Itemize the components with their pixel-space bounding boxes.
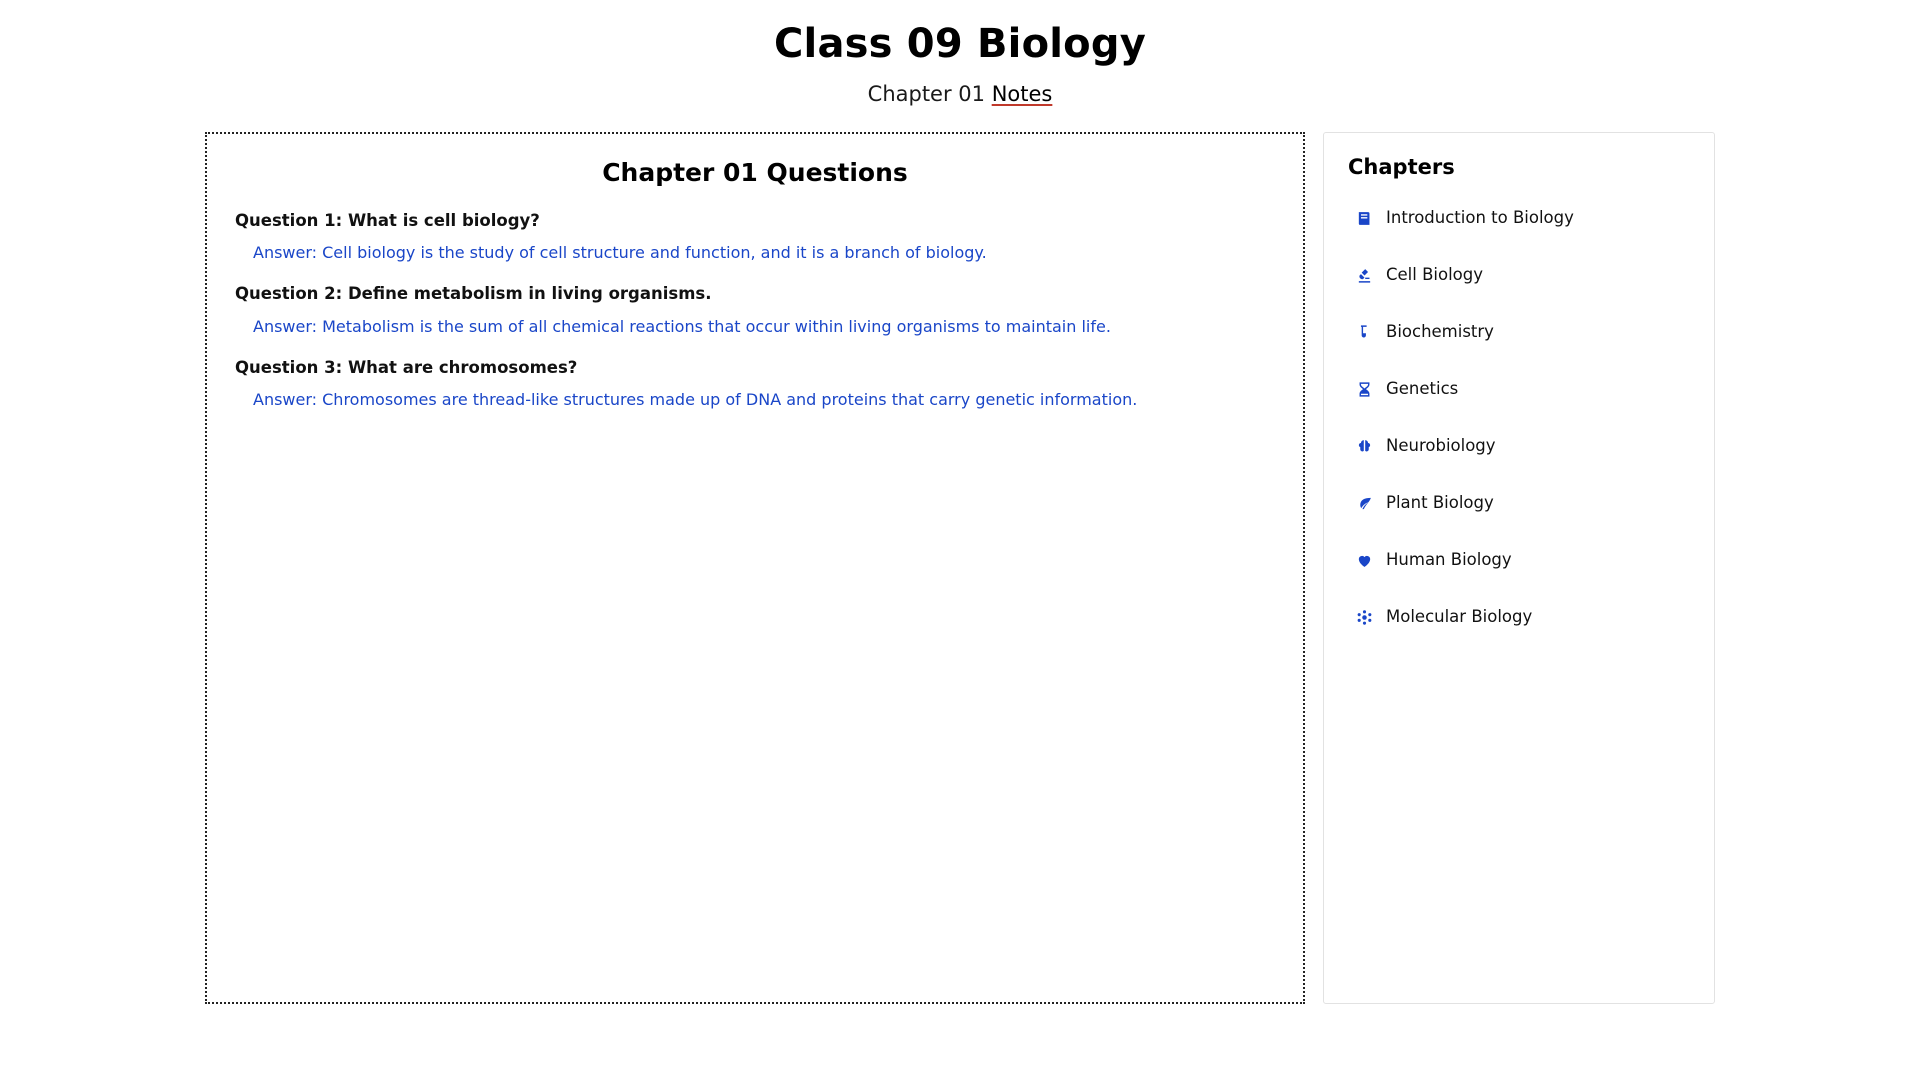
sidebar-item-label: Genetics [1386, 378, 1459, 398]
question-text: Question 2: Define metabolism in living organisms. [235, 284, 712, 304]
questions-panel [205, 132, 1305, 1004]
answer-text: Answer: Metabolism is the sum of all chemical reactions that occur within living organisms to maintain life. [253, 316, 1111, 336]
main-content [0, 132, 1920, 1004]
test-tube-icon [1354, 322, 1374, 342]
sidebar-item-label: Neurobiology [1386, 435, 1496, 455]
sidebar-item-molecular-biology[interactable] [1346, 600, 1692, 634]
sidebar-item-genetics[interactable] [1346, 372, 1692, 406]
sidebar-title: Chapters [1348, 155, 1455, 179]
qa-item [227, 209, 1283, 264]
questions-panel-title: Chapter 01 Questions [602, 158, 908, 187]
sidebar-item-plant-biology[interactable] [1346, 486, 1692, 520]
sidebar-item-label: Human Biology [1386, 549, 1512, 569]
notes-link[interactable]: Notes [991, 82, 1053, 106]
sidebar-item-human-biology[interactable] [1346, 543, 1692, 577]
question-text: Question 3: What are chromosomes? [235, 357, 578, 377]
sidebar-item-label: Biochemistry [1386, 321, 1494, 341]
brain-icon [1354, 436, 1374, 456]
qa-item [227, 356, 1283, 411]
molecule-icon [1354, 607, 1374, 627]
microscope-icon [1354, 265, 1374, 285]
chapters-sidebar [1323, 132, 1715, 1004]
book-icon [1354, 208, 1374, 228]
dna-icon [1354, 379, 1374, 399]
qa-item [227, 282, 1283, 337]
answer-text: Answer: Chromosomes are thread-like structures made up of DNA and proteins that carry genetic information. [253, 390, 1138, 410]
sidebar-item-label: Cell Biology [1386, 264, 1484, 284]
sidebar-item-cell-biology[interactable] [1346, 258, 1692, 292]
page-title: Class 09 Biology [774, 21, 1146, 67]
page-subtitle [0, 82, 1920, 106]
heart-icon [1354, 550, 1374, 570]
leaf-icon [1354, 493, 1374, 513]
sidebar-item-neurobiology[interactable] [1346, 429, 1692, 463]
question-text: Question 1: What is cell biology? [235, 211, 540, 230]
subtitle-chapter-label: Chapter 01 [867, 82, 992, 106]
sidebar-item-label: Plant Biology [1386, 492, 1494, 512]
sidebar-item-label: Molecular Biology [1386, 606, 1533, 626]
page-header [0, 0, 1920, 106]
answer-text: Answer: Cell biology is the study of cell structure and function, and it is a branch of biology. [253, 243, 987, 263]
sidebar-item-biochemistry[interactable] [1346, 315, 1692, 349]
sidebar-item-introduction-to-biology[interactable] [1346, 201, 1692, 235]
sidebar-item-label: Introduction to Biology [1386, 207, 1574, 227]
